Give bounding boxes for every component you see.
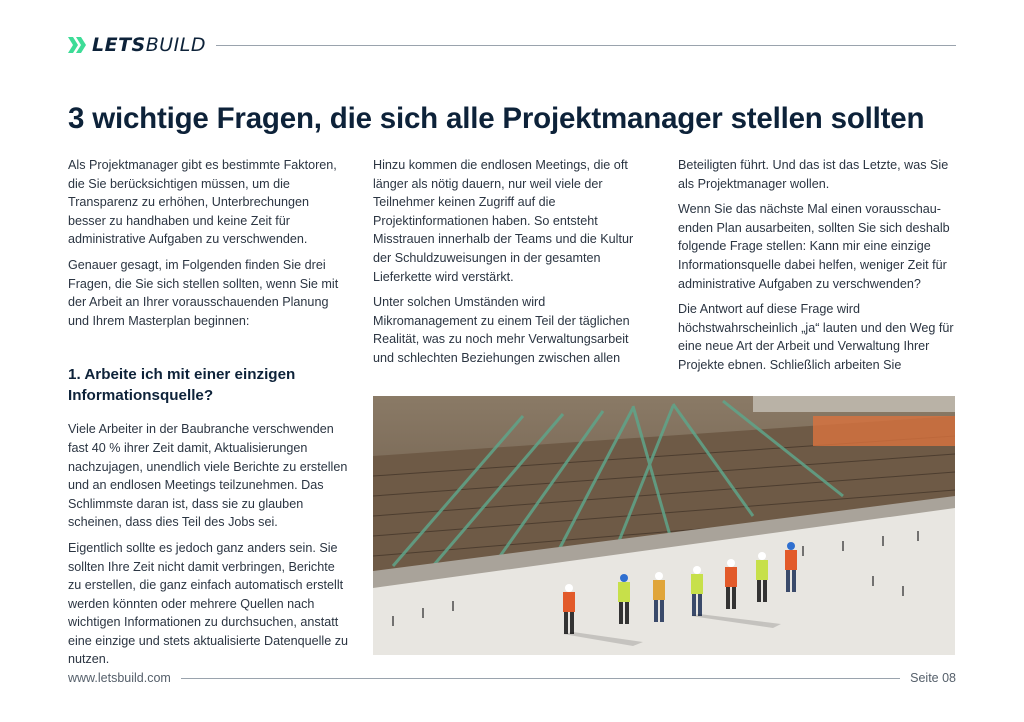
paragraph: Beteiligten führt. Und das ist das Letzte, was Sie als Projektmanager wollen. bbox=[678, 158, 949, 191]
paragraph: Unter solchen Umständen wird Mikromanagement zu einem Teil der täglichen Realität, was zu noch mehr Verwaltungsarbeit und schlechten Beziehungen zwischen allen bbox=[373, 295, 630, 365]
page-number: Seite 08 bbox=[910, 671, 956, 685]
double-chevron-logo-icon bbox=[68, 36, 88, 54]
page-header bbox=[68, 32, 956, 58]
page-title: 3 wichtige Fragen, die sich alle Projektmanager stellen sollten bbox=[68, 102, 925, 135]
footer-url[interactable]: www.letsbuild.com bbox=[68, 671, 171, 685]
paragraph: Viele Arbeiter in der Baubranche verschwenden fast 40 % ihrer Zeit damit, Aktualisierungen nachzujagen, unendlich viele Berichte zu erstellen und an endlosen Meetings teilzunehmen. Das Schlimmste daran ist, dass sie zu glauben scheinen, dass dies Teil des Jobs sei. bbox=[68, 422, 348, 530]
paragraph: Hinzu kommen die endlosen Meetings, die oft länger als nötig dauern, nur weil viele der Teilnehmer keinen Zugriff auf die Projektinformationen haben. So entsteht Misstrauen innerhalb der Teams und die Kultur der Schuldzuweisungen in der gesamten Lieferkette wird verstärkt. bbox=[373, 158, 634, 284]
paragraph: Genauer gesagt, im Folgenden finden Sie drei Fragen, die Sie sich stellen sollten, wenn Sie mit der Arbeit an Ihrer vorausschauenden Planung und Ihrem Masterplan beginnen: bbox=[68, 257, 339, 328]
paragraph: Als Projektmanager gibt es bestimmte Faktoren, die Sie berücksichtigen müssen, um die Transparenz zu erhöhen, Unterbrechungen besser zu handhaben und keine Zeit für administrative Aufgaben zu verschwenden. bbox=[68, 158, 337, 247]
paragraph: Die Antwort auf diese Frage wird höchstwahrscheinlich „ja“ lauten und den Weg für eine neue Art der Arbeit und Verwaltung Ihrer Projekte ebnen. Schließlich arbeiten Sie bbox=[678, 302, 954, 372]
text-column-2 bbox=[373, 156, 643, 375]
paragraph: Wenn Sie das nächste Mal einen vorausschauenden Plan ausarbeiten, sollten Sie sich deshalb folgende Frage stellen: Kann mir eine einzige Informationsquelle dabei helfen, weniger Zeit für administrative Aufgaben zu verschwenden? bbox=[678, 202, 950, 291]
brand-name: LETSBUILD bbox=[92, 34, 206, 56]
header-divider bbox=[216, 45, 956, 46]
section-heading: 1. Arbeite ich mit einer einzigen Informationsquelle? bbox=[68, 366, 296, 405]
construction-site-photo bbox=[373, 396, 955, 655]
page-footer bbox=[68, 669, 956, 687]
text-column-1 bbox=[68, 156, 350, 676]
text-column-3 bbox=[678, 156, 960, 382]
paragraph: Eigentlich sollte es jedoch ganz anders sein. Sie sollten Ihre Zeit nicht damit verbringen, Berichte zu erstellen, die ganz einfach automatisch erstellt werden könnten oder mehrere Quellen nach wichtigen Informationen zu durchsuchen, anstatt eine einzige und stets aktualisierte Datenquelle zu nutzen. bbox=[68, 540, 349, 667]
letsbuild-logo bbox=[68, 32, 206, 58]
footer-divider bbox=[181, 678, 900, 679]
